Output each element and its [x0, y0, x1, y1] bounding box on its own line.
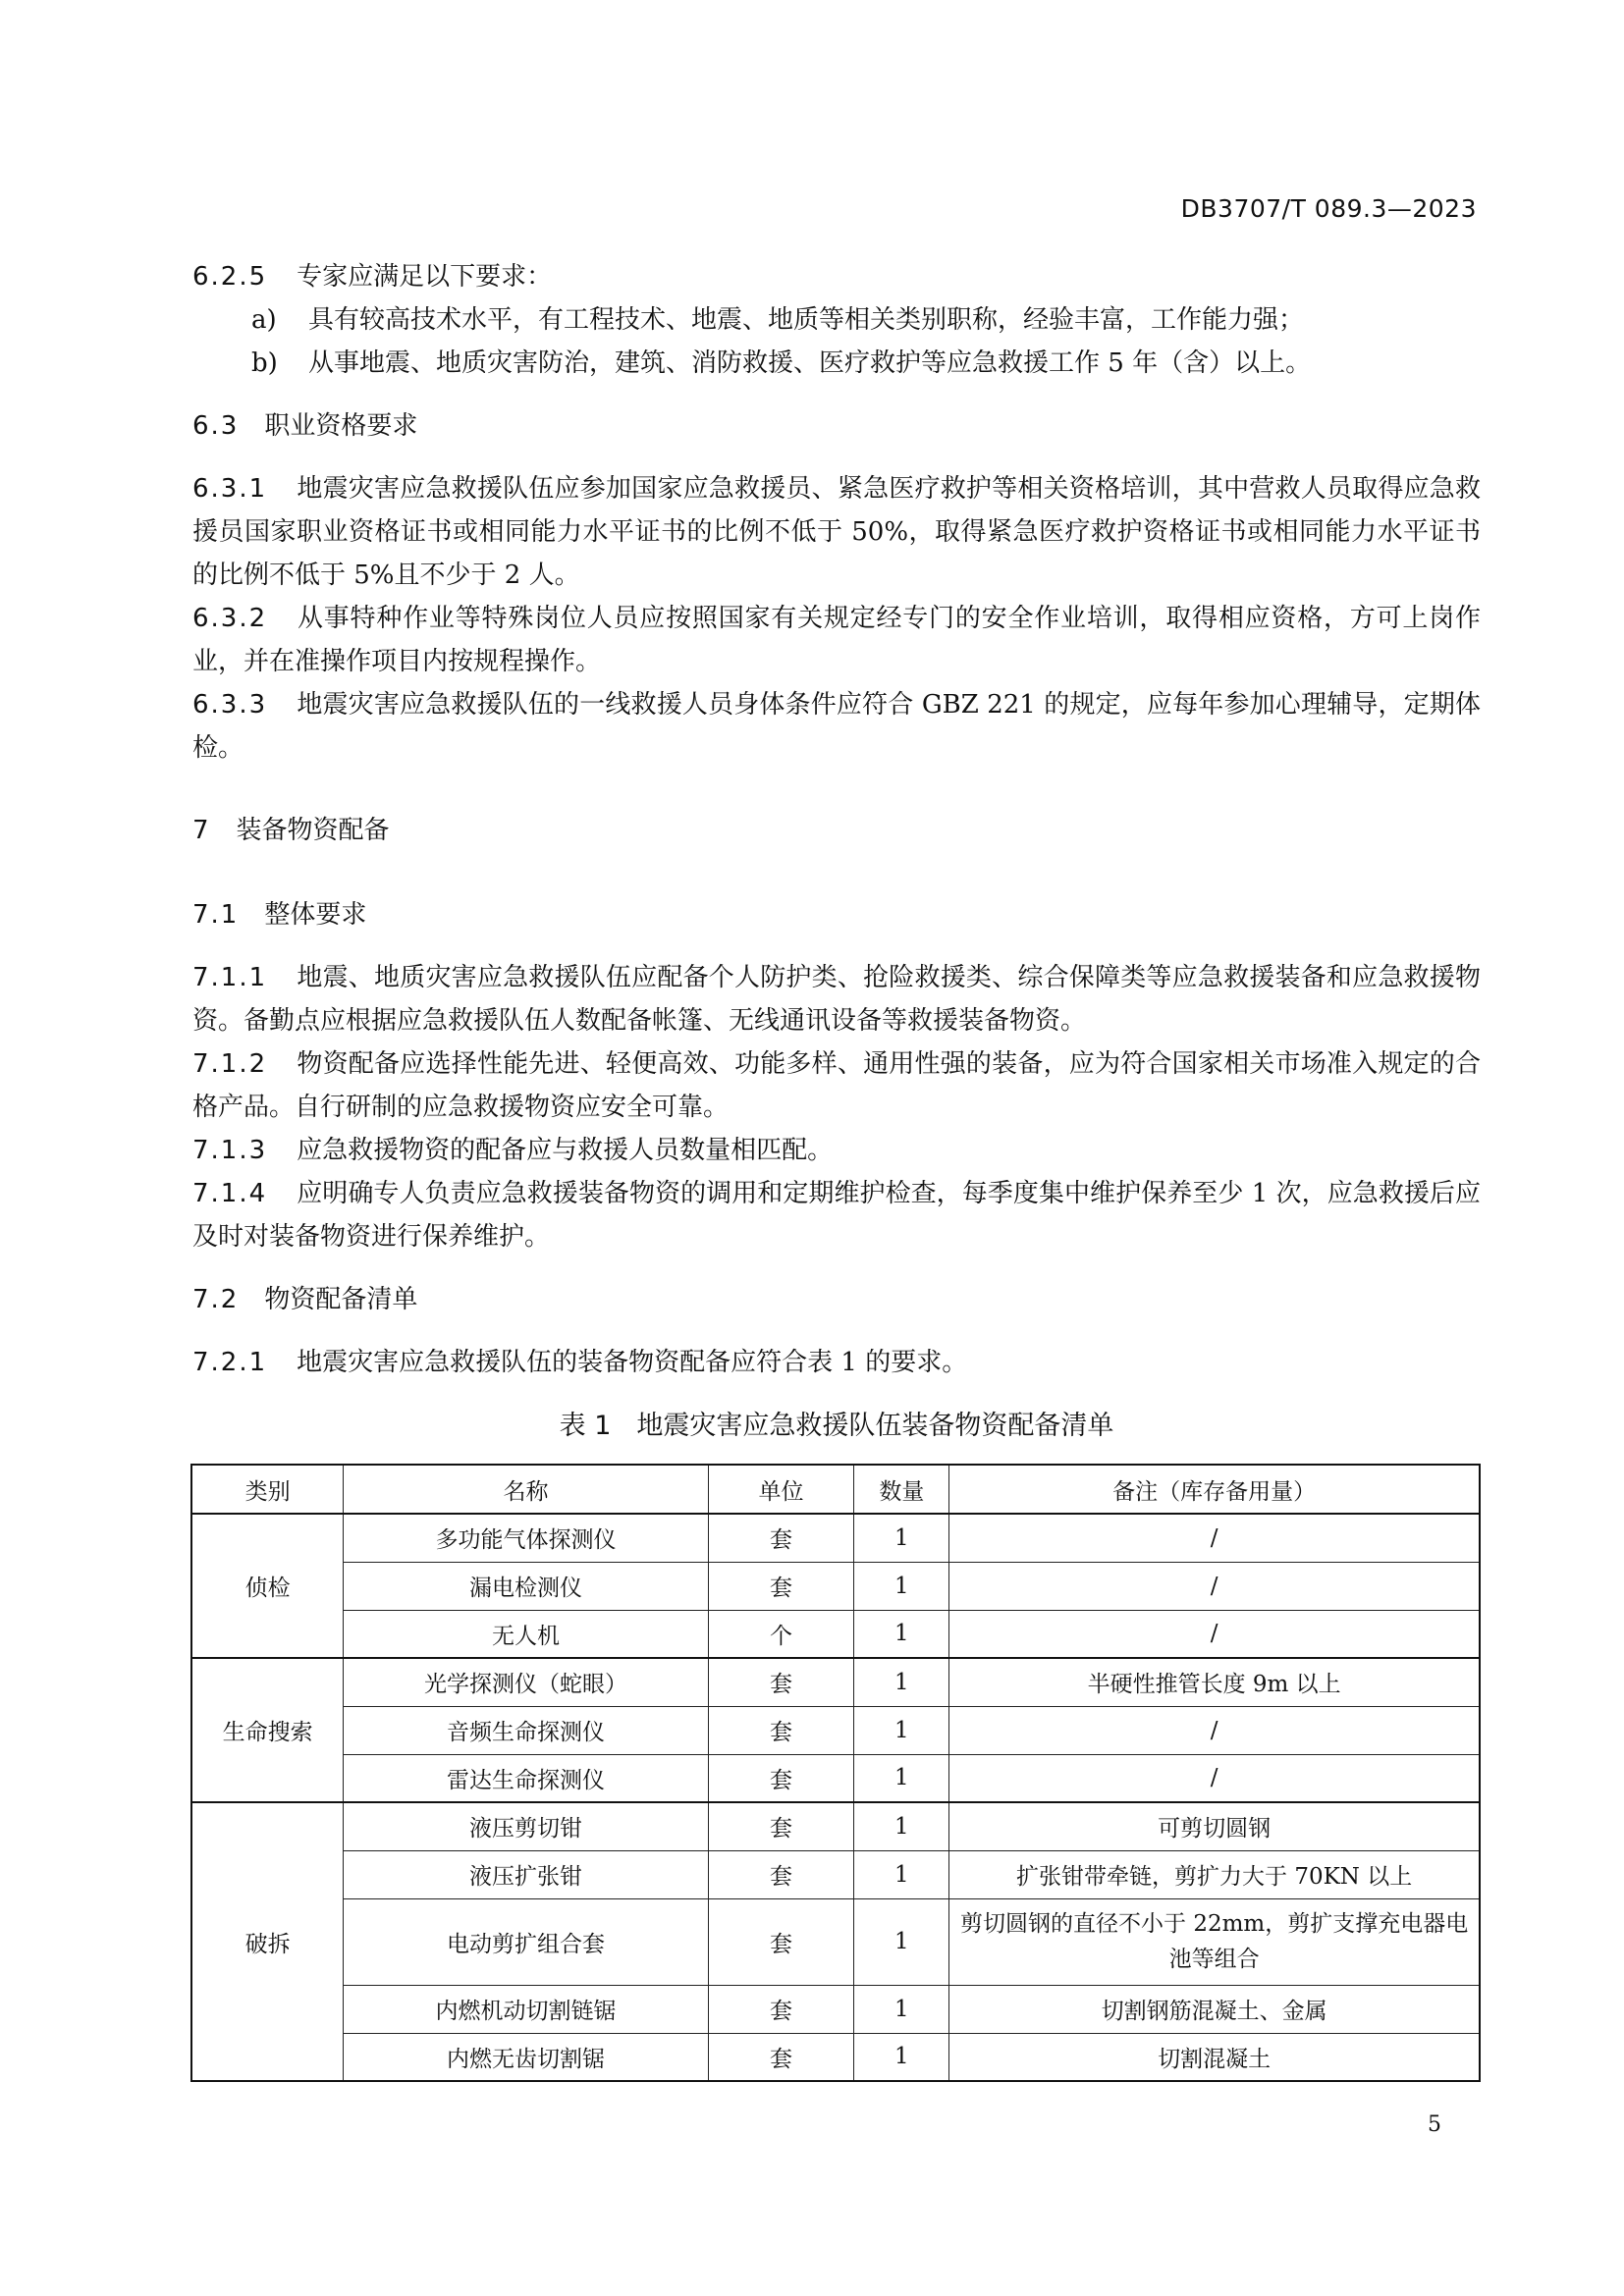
document-code: DB3707/T 089.3—2023 — [1180, 194, 1477, 223]
name-cell: 光学探测仪（蛇眼） — [344, 1658, 708, 1706]
name-cell: 电动剪扩组合套 — [344, 1898, 708, 1985]
clause-6-3-1 — [192, 467, 1481, 597]
clause-number: 6.2.5 — [192, 262, 268, 292]
clause-text: 地震、地质灾害应急救援队伍应配备个人防护类、抢险救援类、综合保障类等应急救援装备和应急救援物资。备勤点应根据应急救援队伍人数配备帐篷、无线通讯设备等救援装备物资。 — [192, 963, 1481, 1036]
section-number: 7 — [192, 816, 211, 845]
unit-cell: 套 — [708, 1706, 854, 1754]
header-unit: 单位 — [708, 1465, 854, 1514]
clause-text: 从事特种作业等特殊岗位人员应按照国家有关规定经专门的安全作业培训，取得相应资格，方可上岗作业，并在准操作项目内按规程操作。 — [192, 604, 1481, 676]
name-cell: 多功能气体探测仪 — [344, 1514, 708, 1562]
remark-cell: 扩张钳带牵链，剪扩力大于 70KN 以上 — [949, 1850, 1480, 1898]
table-row — [191, 1850, 1480, 1898]
clause-7-1-3 — [192, 1129, 1481, 1172]
section-title: 物资配备清单 — [264, 1285, 418, 1314]
name-cell: 内燃机动切割链锯 — [344, 1985, 708, 2033]
table-row — [191, 1898, 1480, 1985]
clause-number: 7.1.2 — [192, 1049, 268, 1079]
clause-number: 6.3.3 — [192, 690, 268, 720]
section-heading-7-1 — [192, 893, 366, 936]
list-marker: b) — [251, 348, 278, 378]
section-title: 整体要求 — [264, 900, 367, 930]
table-header-row — [191, 1465, 1480, 1514]
clause-number: 6.3.1 — [192, 474, 268, 504]
name-cell: 漏电检测仪 — [344, 1562, 708, 1610]
remark-cell: / — [949, 1706, 1480, 1754]
table-row — [191, 1706, 1480, 1754]
list-item-text: 具有较高技术水平，有工程技术、地震、地质等相关类别职称，经验丰富，工作能力强； — [308, 305, 1305, 335]
name-cell: 液压剪切钳 — [344, 1802, 708, 1850]
clause-text: 地震灾害应急救援队伍的一线救援人员身体条件应符合 GBZ 221 的规定，应每年参加心理辅导，定期体检。 — [192, 690, 1481, 763]
clause-text: 物资配备应选择性能先进、轻便高效、功能多样、通用性强的装备，应为符合国家相关市场准入规定的合格产品。自行研制的应急救援物资应安全可靠。 — [192, 1049, 1481, 1122]
header-name: 名称 — [344, 1465, 708, 1514]
list-marker: a) — [251, 305, 277, 335]
table-row — [191, 2033, 1480, 2081]
section-heading-7 — [192, 809, 390, 852]
clause-7-1-2 — [192, 1042, 1481, 1129]
section-number: 7.1 — [192, 900, 240, 930]
unit-cell: 套 — [708, 1802, 854, 1850]
remark-cell: / — [949, 1514, 1480, 1562]
qty-cell: 1 — [854, 1754, 949, 1802]
section-title: 职业资格要求 — [264, 411, 418, 441]
qty-cell: 1 — [854, 1610, 949, 1658]
name-cell: 内燃无齿切割锯 — [344, 2033, 708, 2081]
category-cell: 生命搜索 — [191, 1658, 344, 1802]
remark-cell: 半硬性推管长度 9m 以上 — [949, 1658, 1480, 1706]
equipment-table — [190, 1464, 1481, 2082]
qty-cell: 1 — [854, 1562, 949, 1610]
qty-cell: 1 — [854, 1658, 949, 1706]
clause-text: 地震灾害应急救援队伍的装备物资配备应符合表 1 的要求。 — [297, 1348, 968, 1377]
remark-cell: 剪切圆钢的直径不小于 22mm，剪扩支撑充电器电池等组合 — [949, 1898, 1480, 1985]
name-cell: 液压扩张钳 — [344, 1850, 708, 1898]
name-cell: 无人机 — [344, 1610, 708, 1658]
remark-cell: 切割混凝土 — [949, 2033, 1480, 2081]
unit-cell: 套 — [708, 1850, 854, 1898]
unit-cell: 套 — [708, 1898, 854, 1985]
qty-cell: 1 — [854, 1898, 949, 1985]
clause-number: 7.1.1 — [192, 963, 268, 992]
table-row — [191, 1562, 1480, 1610]
header-remark: 备注（库存备用量） — [949, 1465, 1480, 1514]
section-title: 装备物资配备 — [236, 816, 390, 845]
unit-cell: 个 — [708, 1610, 854, 1658]
table-row — [191, 1985, 1480, 2033]
clause-6-2-5 — [192, 255, 552, 298]
clause-number: 7.1.3 — [192, 1136, 268, 1165]
unit-cell: 套 — [708, 1562, 854, 1610]
clause-number: 7.2.1 — [192, 1348, 268, 1377]
clause-6-3-3 — [192, 683, 1481, 770]
clause-7-2-1 — [192, 1341, 1481, 1384]
table-row — [191, 1610, 1480, 1658]
qty-cell: 1 — [854, 1985, 949, 2033]
qty-cell: 1 — [854, 2033, 949, 2081]
unit-cell: 套 — [708, 1985, 854, 2033]
name-cell: 音频生命探测仪 — [344, 1706, 708, 1754]
clause-text: 地震灾害应急救援队伍应参加国家应急救援员、紧急医疗救护等相关资格培训，其中营救人员取得应急救援员国家职业资格证书或相同能力水平证书的比例不低于 50%，取得紧急医疗救护资格证书或相同能力水平证书的比例不低于 5%且不少于 2 人。 — [192, 474, 1481, 590]
table-caption-number: 表 1 — [559, 1411, 612, 1441]
qty-cell: 1 — [854, 1514, 949, 1562]
section-heading-7-2 — [192, 1278, 417, 1321]
table-row — [191, 1514, 1480, 1562]
table-row — [191, 1754, 1480, 1802]
remark-cell: / — [949, 1754, 1480, 1802]
clause-6-3-2 — [192, 597, 1481, 683]
section-number: 7.2 — [192, 1285, 240, 1314]
clause-number: 7.1.4 — [192, 1179, 268, 1208]
section-number: 6.3 — [192, 411, 240, 441]
list-item-text: 从事地震、地质灾害防治，建筑、消防救援、医疗救护等应急救援工作 5 年（含）以上。 — [308, 348, 1312, 378]
clause-text: 专家应满足以下要求： — [297, 262, 553, 292]
clause-7-1-1 — [192, 956, 1481, 1042]
remark-cell: / — [949, 1562, 1480, 1610]
clause-number: 6.3.2 — [192, 604, 268, 633]
remark-cell: / — [949, 1610, 1480, 1658]
unit-cell: 套 — [708, 2033, 854, 2081]
clause-text: 应明确专人负责应急救援装备物资的调用和定期维护检查，每季度集中维护保养至少 1 次，应急救援后应及时对装备物资进行保养维护。 — [192, 1179, 1481, 1252]
clause-text: 应急救援物资的配备应与救援人员数量相匹配。 — [297, 1136, 834, 1165]
header-category: 类别 — [191, 1465, 344, 1514]
unit-cell: 套 — [708, 1514, 854, 1562]
list-item — [251, 342, 1311, 385]
section-heading-6-3 — [192, 404, 417, 448]
remark-cell: 可剪切圆钢 — [949, 1802, 1480, 1850]
table-caption — [192, 1404, 1481, 1442]
unit-cell: 套 — [708, 1754, 854, 1802]
page-number: 5 — [1428, 2112, 1441, 2137]
qty-cell: 1 — [854, 1850, 949, 1898]
category-cell: 破拆 — [191, 1802, 344, 2081]
clause-7-1-4 — [192, 1172, 1481, 1258]
name-cell: 雷达生命探测仪 — [344, 1754, 708, 1802]
qty-cell: 1 — [854, 1802, 949, 1850]
category-cell: 侦检 — [191, 1514, 344, 1658]
remark-cell: 切割钢筋混凝土、金属 — [949, 1985, 1480, 2033]
qty-cell: 1 — [854, 1706, 949, 1754]
header-qty: 数量 — [854, 1465, 949, 1514]
table-row — [191, 1802, 1480, 1850]
table-caption-title: 地震灾害应急救援队伍装备物资配备清单 — [636, 1411, 1114, 1441]
list-item — [251, 298, 1304, 342]
table-row — [191, 1658, 1480, 1706]
unit-cell: 套 — [708, 1658, 854, 1706]
